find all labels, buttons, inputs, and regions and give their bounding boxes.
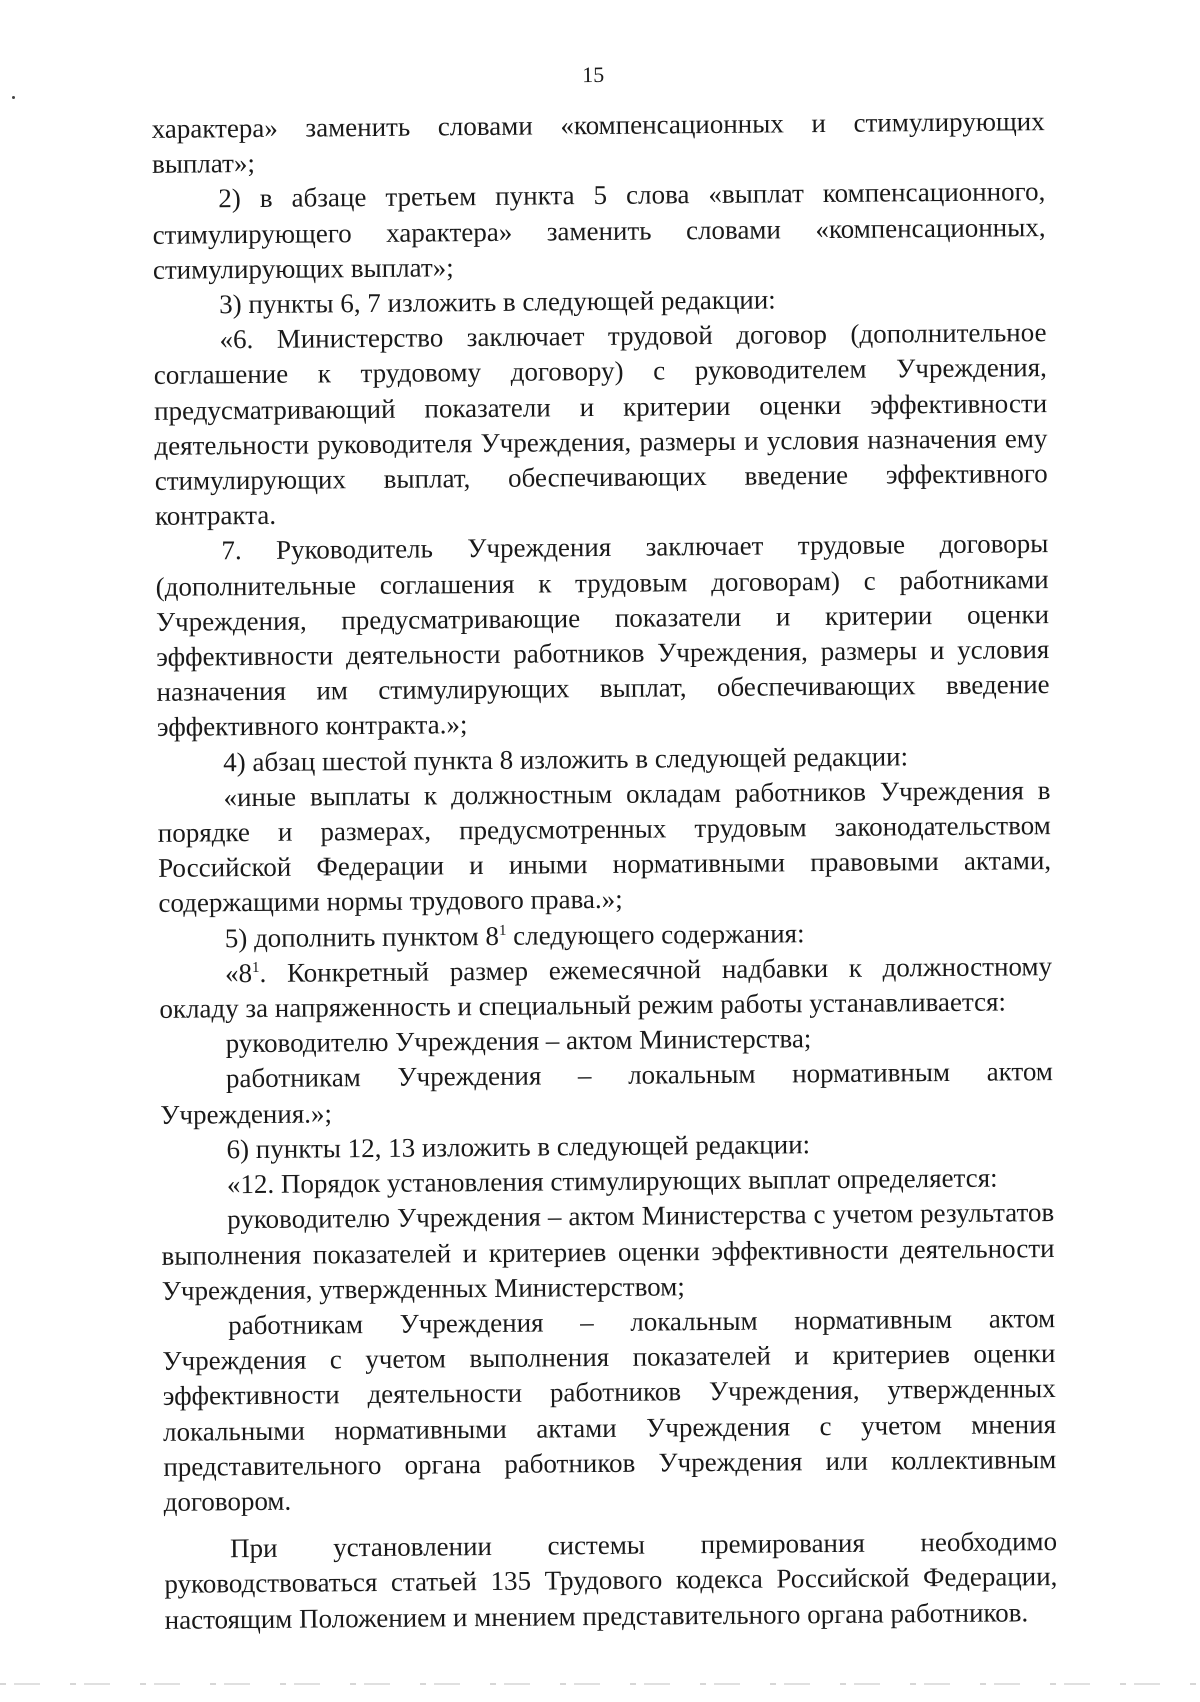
superscript-one: 1 bbox=[498, 922, 507, 939]
paragraph-12: 6) пункты 12, 13 изложить в следующей редакции: bbox=[226, 1129, 811, 1165]
paragraph-9: «$8^1$. Конкретный размер ежемесячной надбавки к должностному окладу за напряженность и специальный режим работы устанавливается: bbox=[159, 950, 1053, 1024]
paragraph-2: 2) в абзаце третьем пункта 5 слова «выплат компенсационного, стимулирующего характера» заменить словами «компенсационных, стимулирующих выплат»; bbox=[152, 176, 1046, 285]
scan-artifact-dot bbox=[12, 96, 15, 99]
paragraph-7: «иные выплаты к должностным окладам работников Учреждения в порядке и размерах, предусмотренных трудовым законодательством Российской Федерации и иными нормативными правовыми актами, содержащими нормы трудового права.»; bbox=[157, 774, 1052, 919]
paragraph-13: «12. Порядок установления стимулирующих выплат определяется: bbox=[226, 1162, 998, 1200]
document-body bbox=[152, 104, 1058, 1637]
paragraph-1: характера» заменить словами «компенсационных и стимулирующих выплат»; bbox=[151, 106, 1045, 180]
paragraph-10: руководителю Учреждения – актом Министерства; bbox=[225, 1023, 812, 1059]
superscript-one: 1 bbox=[251, 959, 260, 976]
paragraph-14: руководителю Учреждения – актом Министерства с учетом результатов выполнения показателей и критериев оценки эффективности деятельности Учреждения, утвержденных Министерством; bbox=[161, 1197, 1055, 1306]
page-number: 15 bbox=[582, 61, 605, 88]
paragraph-4: «6. Министерство заключает трудовой договор (дополнительное соглашение к трудовому договору) с руководителем Учреждения, предусматривающий показатели и критерии оценки эффективности деятельности руководителя Учреждения, размеры и условия назначения ему стимулирующих выплат, обеспечивающих введение эффективного контракта. bbox=[153, 317, 1048, 532]
paragraph-6: 4) абзац шестой пункта 8 изложить в следующей редакции: bbox=[223, 740, 909, 777]
paragraph-15: работникам Учреждения – локальным нормативным актом Учреждения с учетом выполнения показателей и критериев оценки эффективности деятельности работников Учреждения, утвержденных локальными нормативными актами Учреждения с учетом мнения представительного органа работников Учреждения или коллективным договором. bbox=[162, 1302, 1057, 1517]
paragraph-11: работникам Учреждения – локальным нормативным актом Учреждения.»; bbox=[160, 1056, 1054, 1130]
paragraph-16: При установлении системы премирования необходимо руководствоваться статьей 135 Трудового кодекса Российской Федерации, настоящим Положением и мнением представительного органа работников. bbox=[164, 1526, 1058, 1635]
paragraph-5: 7. Руководитель Учреждения заключает трудовые договоры (дополнительные соглашения к трудовым договорам) с работниками Учреждения, предусматривающие показатели и критерии оценки эффективности деятельности работников Учреждения, размеры и условия назначения им стимулирующих выплат, обеспечивающих введение эффективного контракта.»; bbox=[155, 528, 1050, 743]
scan-artifact-edge bbox=[0, 1683, 1200, 1685]
paragraph-3: 3) пункты 6, 7 изложить в следующей редакции: bbox=[219, 284, 776, 320]
paragraph-8: 5) дополнить пунктом $8^1$ следующего содержания: bbox=[224, 917, 805, 953]
